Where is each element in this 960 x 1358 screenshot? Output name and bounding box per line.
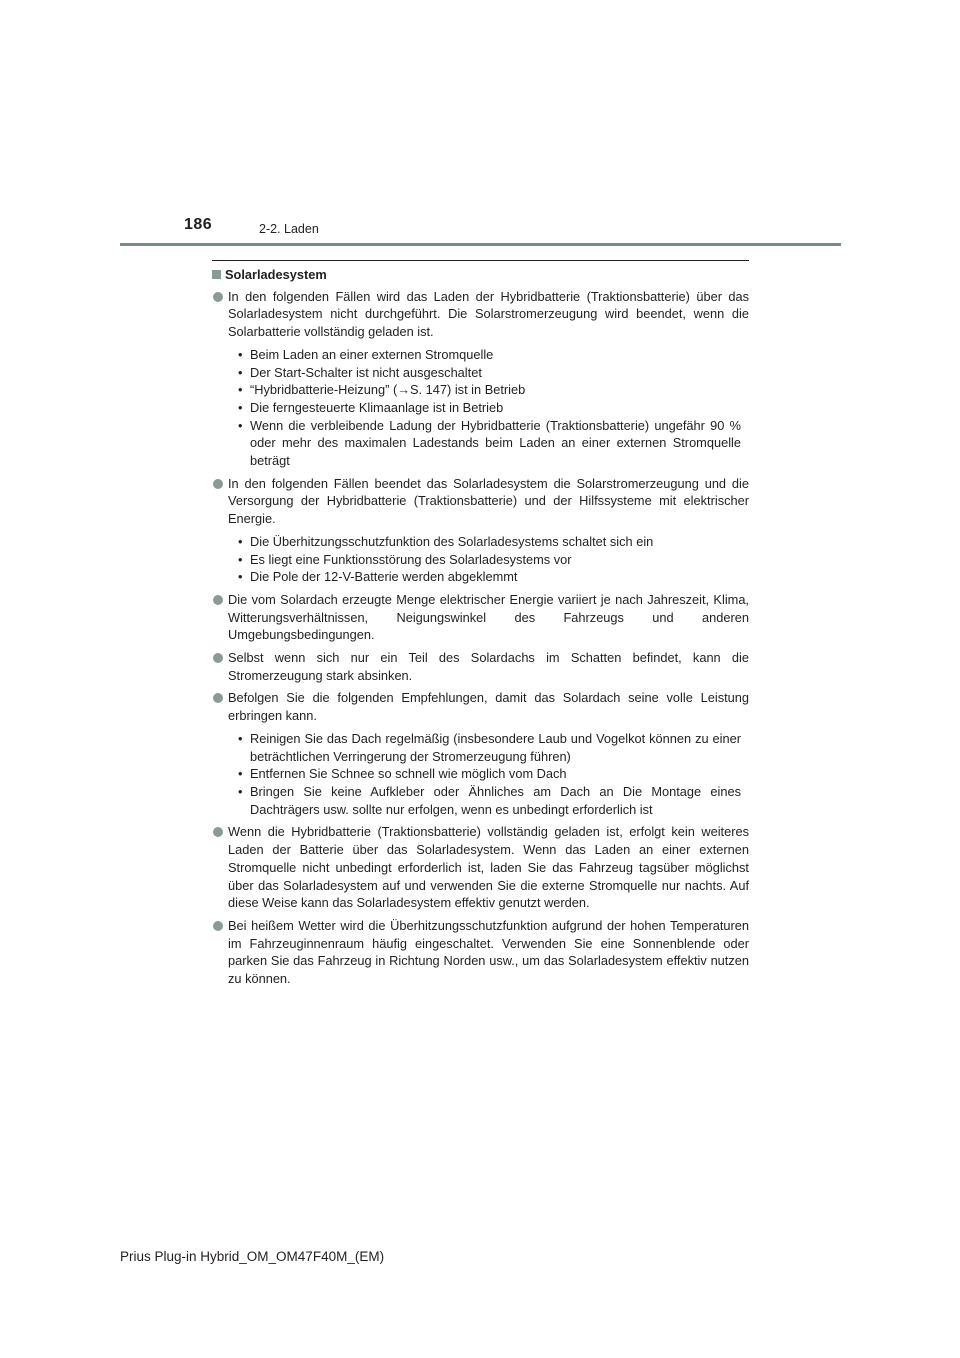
list-item [212, 364, 749, 382]
list-item-text: Entfernen Sie Schnee so schnell wie möglich vom Dach [250, 766, 567, 782]
circle-bullet-icon [213, 479, 223, 489]
list-item-text: Der Start-Schalter ist nicht ausgeschaltet [250, 364, 482, 380]
paragraph-text: In den folgenden Fällen wird das Laden der Hybridbatterie (Traktionsbatterie) über das Solarladesystem nicht durchgeführt. Die Solarstromerzeugung wird beendet, wenn die Solarbatterie vollständig geladen ist. [228, 288, 749, 340]
list-item [212, 551, 749, 569]
paragraph-text: In den folgenden Fällen beendet das Solarladesystem die Solarstromerzeugung und die Versorgung der Hybridbatterie (Traktionsbatterie) und der Hilfssysteme mit elektrischer Energie. [228, 475, 749, 527]
section-rule [212, 260, 749, 261]
paragraph [212, 823, 749, 912]
list-item-text: Die Überhitzungsschutzfunktion des Solarladesystems schaltet sich ein [250, 533, 654, 549]
paragraph-text: Wenn die Hybridbatterie (Traktionsbatterie) vollständig geladen ist, erfolgt kein weiteres Laden der Batterie über das Solarladesystem. Wenn das Laden an einer externen Stromquelle nicht unbedingt erforderlich ist, laden Sie das Fahrzeug tagsüber möglichst über das Solarladesystem auf und verwenden Sie die externe Stromquelle nur nachts. Auf diese Weise kann das Solarladesystem effektiv genutzt werden. [228, 824, 749, 911]
dot-icon: • [238, 569, 243, 585]
paragraph-text: Befolgen Sie die folgenden Empfehlungen, damit das Solardach seine volle Leistung erbringen kann. [228, 690, 749, 724]
section-title [212, 266, 749, 284]
paragraph [212, 288, 749, 341]
section-title-text: Solarladesystem [225, 267, 327, 282]
page-number: 186 [184, 216, 213, 233]
list-item [212, 381, 749, 399]
dot-icon: • [238, 364, 243, 380]
paragraph-text: Bei heißem Wetter wird die Überhitzungsschutzfunktion aufgrund der hohen Temperaturen im Fahrzeuginnenraum häufig eingeschaltet. Verwenden Sie eine Sonnenblende oder parken Sie das Fahrzeug in Richtung Norden usw., um das Solarladesystem effektiv nutzen zu können. [228, 917, 749, 987]
paragraph [212, 689, 749, 724]
list-item-text: “Hybridbatterie-Heizung” (→S. 147) ist in Betrieb [250, 382, 526, 398]
list-item [212, 399, 749, 417]
chapter-title: 2-2. Laden [259, 222, 319, 236]
list-item [212, 765, 749, 783]
sub-list [212, 730, 749, 819]
list-item [212, 346, 749, 364]
square-bullet-icon [212, 270, 221, 279]
dot-icon: • [238, 783, 243, 799]
spacer [212, 988, 749, 993]
paragraph-list [212, 288, 749, 993]
dot-icon: • [238, 382, 243, 398]
paragraph [212, 475, 749, 528]
circle-bullet-icon [213, 653, 223, 663]
list-item [212, 783, 749, 818]
header-rule [120, 243, 841, 246]
circle-bullet-icon [213, 595, 223, 605]
dot-icon: • [238, 551, 243, 567]
paragraph [212, 917, 749, 988]
dot-icon: • [238, 766, 243, 782]
list-item [212, 533, 749, 551]
paragraph [212, 649, 749, 684]
circle-bullet-icon [213, 921, 223, 931]
dot-icon: • [238, 417, 243, 433]
list-item [212, 568, 749, 586]
list-item-text: Bringen Sie keine Aufkleber oder Ähnliches am Dach an Die Montage eines Dachträgers usw. sollte nur erfolgen, wenn es unbedingt erforderlich ist [250, 783, 741, 817]
paragraph-text: Die vom Solardach erzeugte Menge elektrischer Energie variiert je nach Jahreszeit, Klima, Witterungsverhältnissen, Neigungswinkel des Fahrzeugs und anderen Umgebungsbedingungen. [228, 591, 749, 643]
list-item [212, 417, 749, 470]
list-item-text: Wenn die verbleibende Ladung der Hybridbatterie (Traktionsbatterie) ungefähr 90 % oder mehr des maximalen Ladestands beim Laden an einer externen Stromquelle beträgt [250, 417, 741, 469]
list-item-text: Die Pole der 12-V-Batterie werden abgeklemmt [250, 569, 518, 585]
dot-icon: • [238, 346, 243, 362]
list-item-text: Beim Laden an einer externen Stromquelle [250, 346, 494, 362]
sub-list [212, 346, 749, 470]
list-item-text: Die ferngesteuerte Klimaanlage ist in Betrieb [250, 399, 504, 415]
paragraph [212, 591, 749, 644]
list-item [212, 730, 749, 765]
circle-bullet-icon [213, 827, 223, 837]
list-item-text: Es liegt eine Funktionsstörung des Solarladesystems vor [250, 551, 572, 567]
dot-icon: • [238, 533, 243, 549]
content [212, 266, 749, 993]
paragraph-text: Selbst wenn sich nur ein Teil des Solardachs im Schatten befindet, kann die Stromerzeugung stark absinken. [228, 650, 749, 683]
dot-icon: • [238, 730, 243, 746]
list-item-text: Reinigen Sie das Dach regelmäßig (insbesondere Laub und Vogelkot können zu einer beträchtlichen Verringerung der Stromerzeugung führen) [250, 730, 741, 764]
circle-bullet-icon [213, 693, 223, 703]
sub-list [212, 533, 749, 586]
dot-icon: • [238, 399, 243, 415]
circle-bullet-icon [213, 292, 223, 302]
footer-text: Prius Plug-in Hybrid_OM_OM47F40M_(EM) [120, 1249, 385, 1264]
